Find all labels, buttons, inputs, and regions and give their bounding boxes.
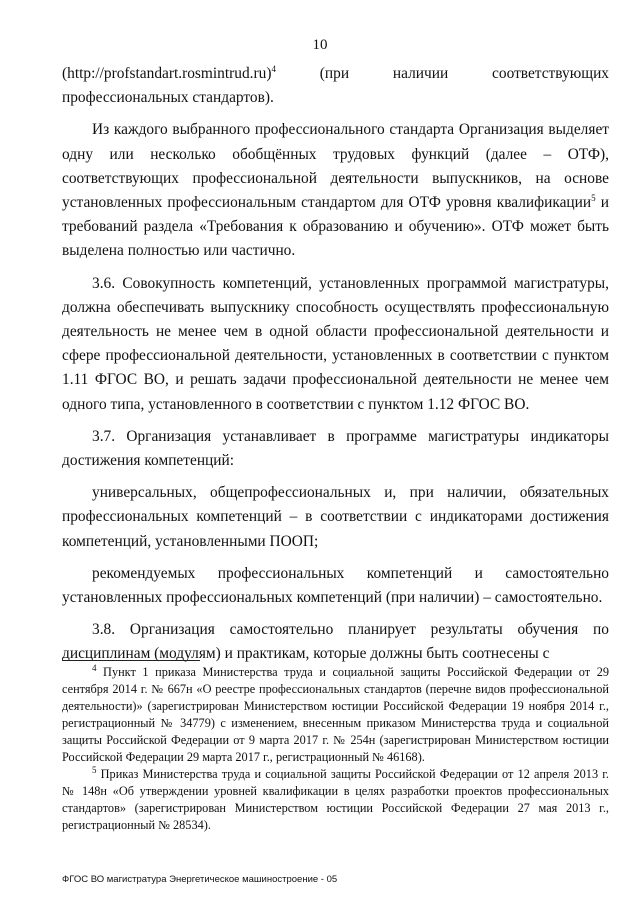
paragraph-2-text-after: и требований раздела «Требования к образованию и обучению». ОТФ может быть выделена полностью или частично. xyxy=(62,194,609,260)
paragraph-1-text-after: (при наличии соответствующих профессиональных стандартов). xyxy=(62,65,609,107)
footnote-4-text: Пункт 1 приказа Министерства труда и социальной защиты Российской Федерации от 29 сентября 2014 г. № 667н «О реестре профессиональных стандартов (перечне видов профессиональной деятельности)» (зарегистрирован Министерством юстиции Российской Федерации 19 ноября 2014 г., регистрационный № 34779) с изменением, внесенным приказом Министерства труда и социальной защиты Российской Федерации от 9 марта 2017 г. № 254н (зарегистрирован Министерством юстиции Российской Федерации 29 марта 2017 г., регистрационный № 46168). xyxy=(62,665,609,764)
paragraph-1-text: (http://profstandart.rosmintrud.ru) xyxy=(62,65,272,82)
footnote-5-text: Приказ Министерства труда и социальной защиты Российской Федерации от 12 апреля 2013 г. № 148н «Об утверждении уровней квалификации в целях разработки проектов профессиональных стандартов» (зарегистрирован Министерством юстиции Российской Федерации 27 мая 2013 г., регистрационный № 28534). xyxy=(62,767,609,832)
paragraph-recommended: рекомендуемых профессиональных компетенций и самостоятельно установленных профессиональных компетенций (при наличии) – самостоятельно. xyxy=(62,564,609,607)
footnotes xyxy=(62,664,609,834)
paragraph-2-text: Из каждого выбранного профессионального стандарта Организация выделяет одну или несколько обобщённых трудовых функций (далее – ОТФ), соответствующих профессиональной деятельности выпускников, на основе установленных профессиональным стандартом для ОТФ уровня квалификации xyxy=(62,121,609,212)
footnote-divider xyxy=(62,660,200,661)
footnote-mark-5: 5 xyxy=(92,764,97,775)
footnote-mark-4: 4 xyxy=(92,662,97,673)
paragraph-3-8: 3.8. Организация самостоятельно планирует результаты обучения по дисциплинам (модулям) и практикам, которые должны быть соотнесены с xyxy=(62,621,609,663)
paragraph-3-6: 3.6. Совокупность компетенций, установленных программой магистратуры, должна обеспечивать выпускнику способность осуществлять профессиональную деятельность не менее чем в одной области профессиональной деятельности и сфере профессиональной деятельности, установленных в соответствии с пунктом 1.11 ФГОС ВО, и решать задачи профессиональной деятельности не менее чем одного типа, установленного в соответствии с пунктом 1.12 ФГОС ВО. xyxy=(62,274,609,413)
page-number: 10 xyxy=(312,37,328,53)
paragraph-3-7: 3.7. Организация устанавливает в программе магистратуры индикаторы достижения компетенций: xyxy=(62,427,609,470)
paragraph-universal: универсальных, общепрофессиональных и, при наличии, обязательных профессиональных компетенций – в соответствии с индикаторами достижения компетенций, установленными ПООП; xyxy=(62,484,609,550)
paragraph-1 xyxy=(62,62,609,110)
paragraph-2 xyxy=(62,118,609,263)
body-text xyxy=(62,62,609,667)
footnote-5 xyxy=(62,766,609,834)
page-footer: ФГОС ВО магистратура Энергетическое машиностроение - 05 xyxy=(62,874,338,885)
footnote-4 xyxy=(62,664,609,766)
footnote-ref-5: 5 xyxy=(591,192,596,203)
footnote-ref-4: 4 xyxy=(271,63,276,74)
